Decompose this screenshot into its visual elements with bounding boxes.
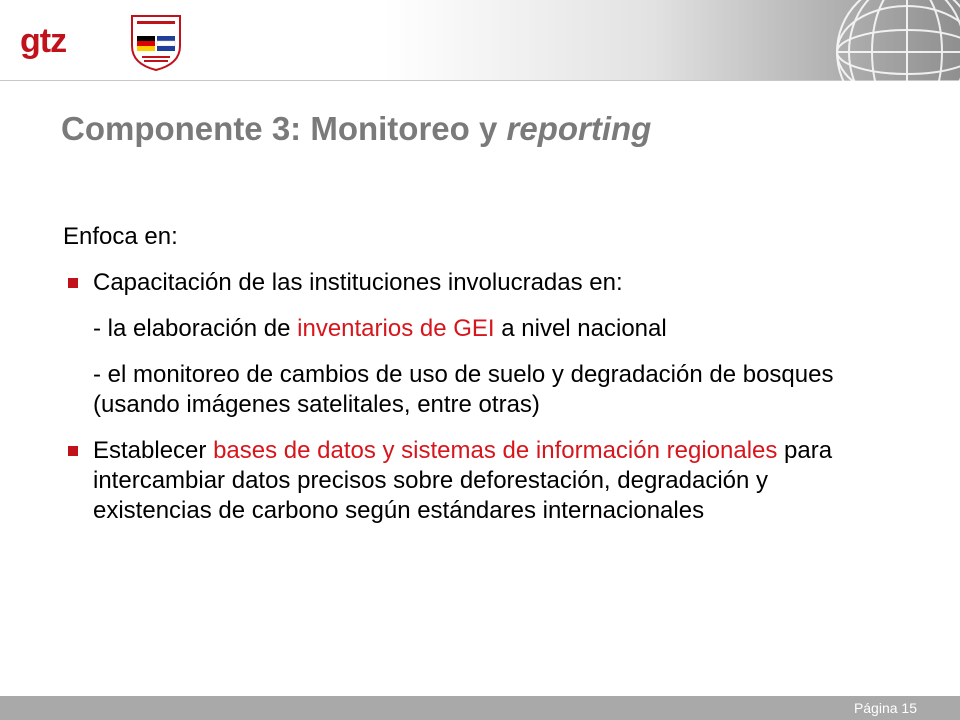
square-bullet-icon: [68, 278, 78, 288]
intro-text: Enfoca en:: [63, 223, 178, 250]
bullet-item: Capacitación de las instituciones involucradas en:: [63, 268, 893, 298]
bullet-item: Establecer bases de datos y sistemas de información regionales para intercambiar datos precisos sobre deforestación, degradación y existencias de carbono según estándares internacionales: [63, 436, 893, 526]
cooperation-crest-icon: [128, 12, 184, 72]
globe-icon: [822, 0, 960, 102]
slide-body: [63, 222, 893, 526]
sub-item: - la elaboración de inventarios de GEI a nivel nacional: [93, 315, 667, 342]
square-bullet-icon: [68, 446, 78, 456]
header-divider: [0, 80, 960, 81]
slide-title: Componente 3: Monitoreo y reporting: [61, 110, 652, 147]
sub-item: - el monitoreo de cambios de uso de suelo y degradación de bosques (usando imágenes satelitales, entre otras): [93, 361, 834, 418]
gtz-logo: gtz: [20, 22, 67, 60]
footer-bar: [0, 696, 960, 720]
page-number: Página 15: [853, 700, 917, 716]
